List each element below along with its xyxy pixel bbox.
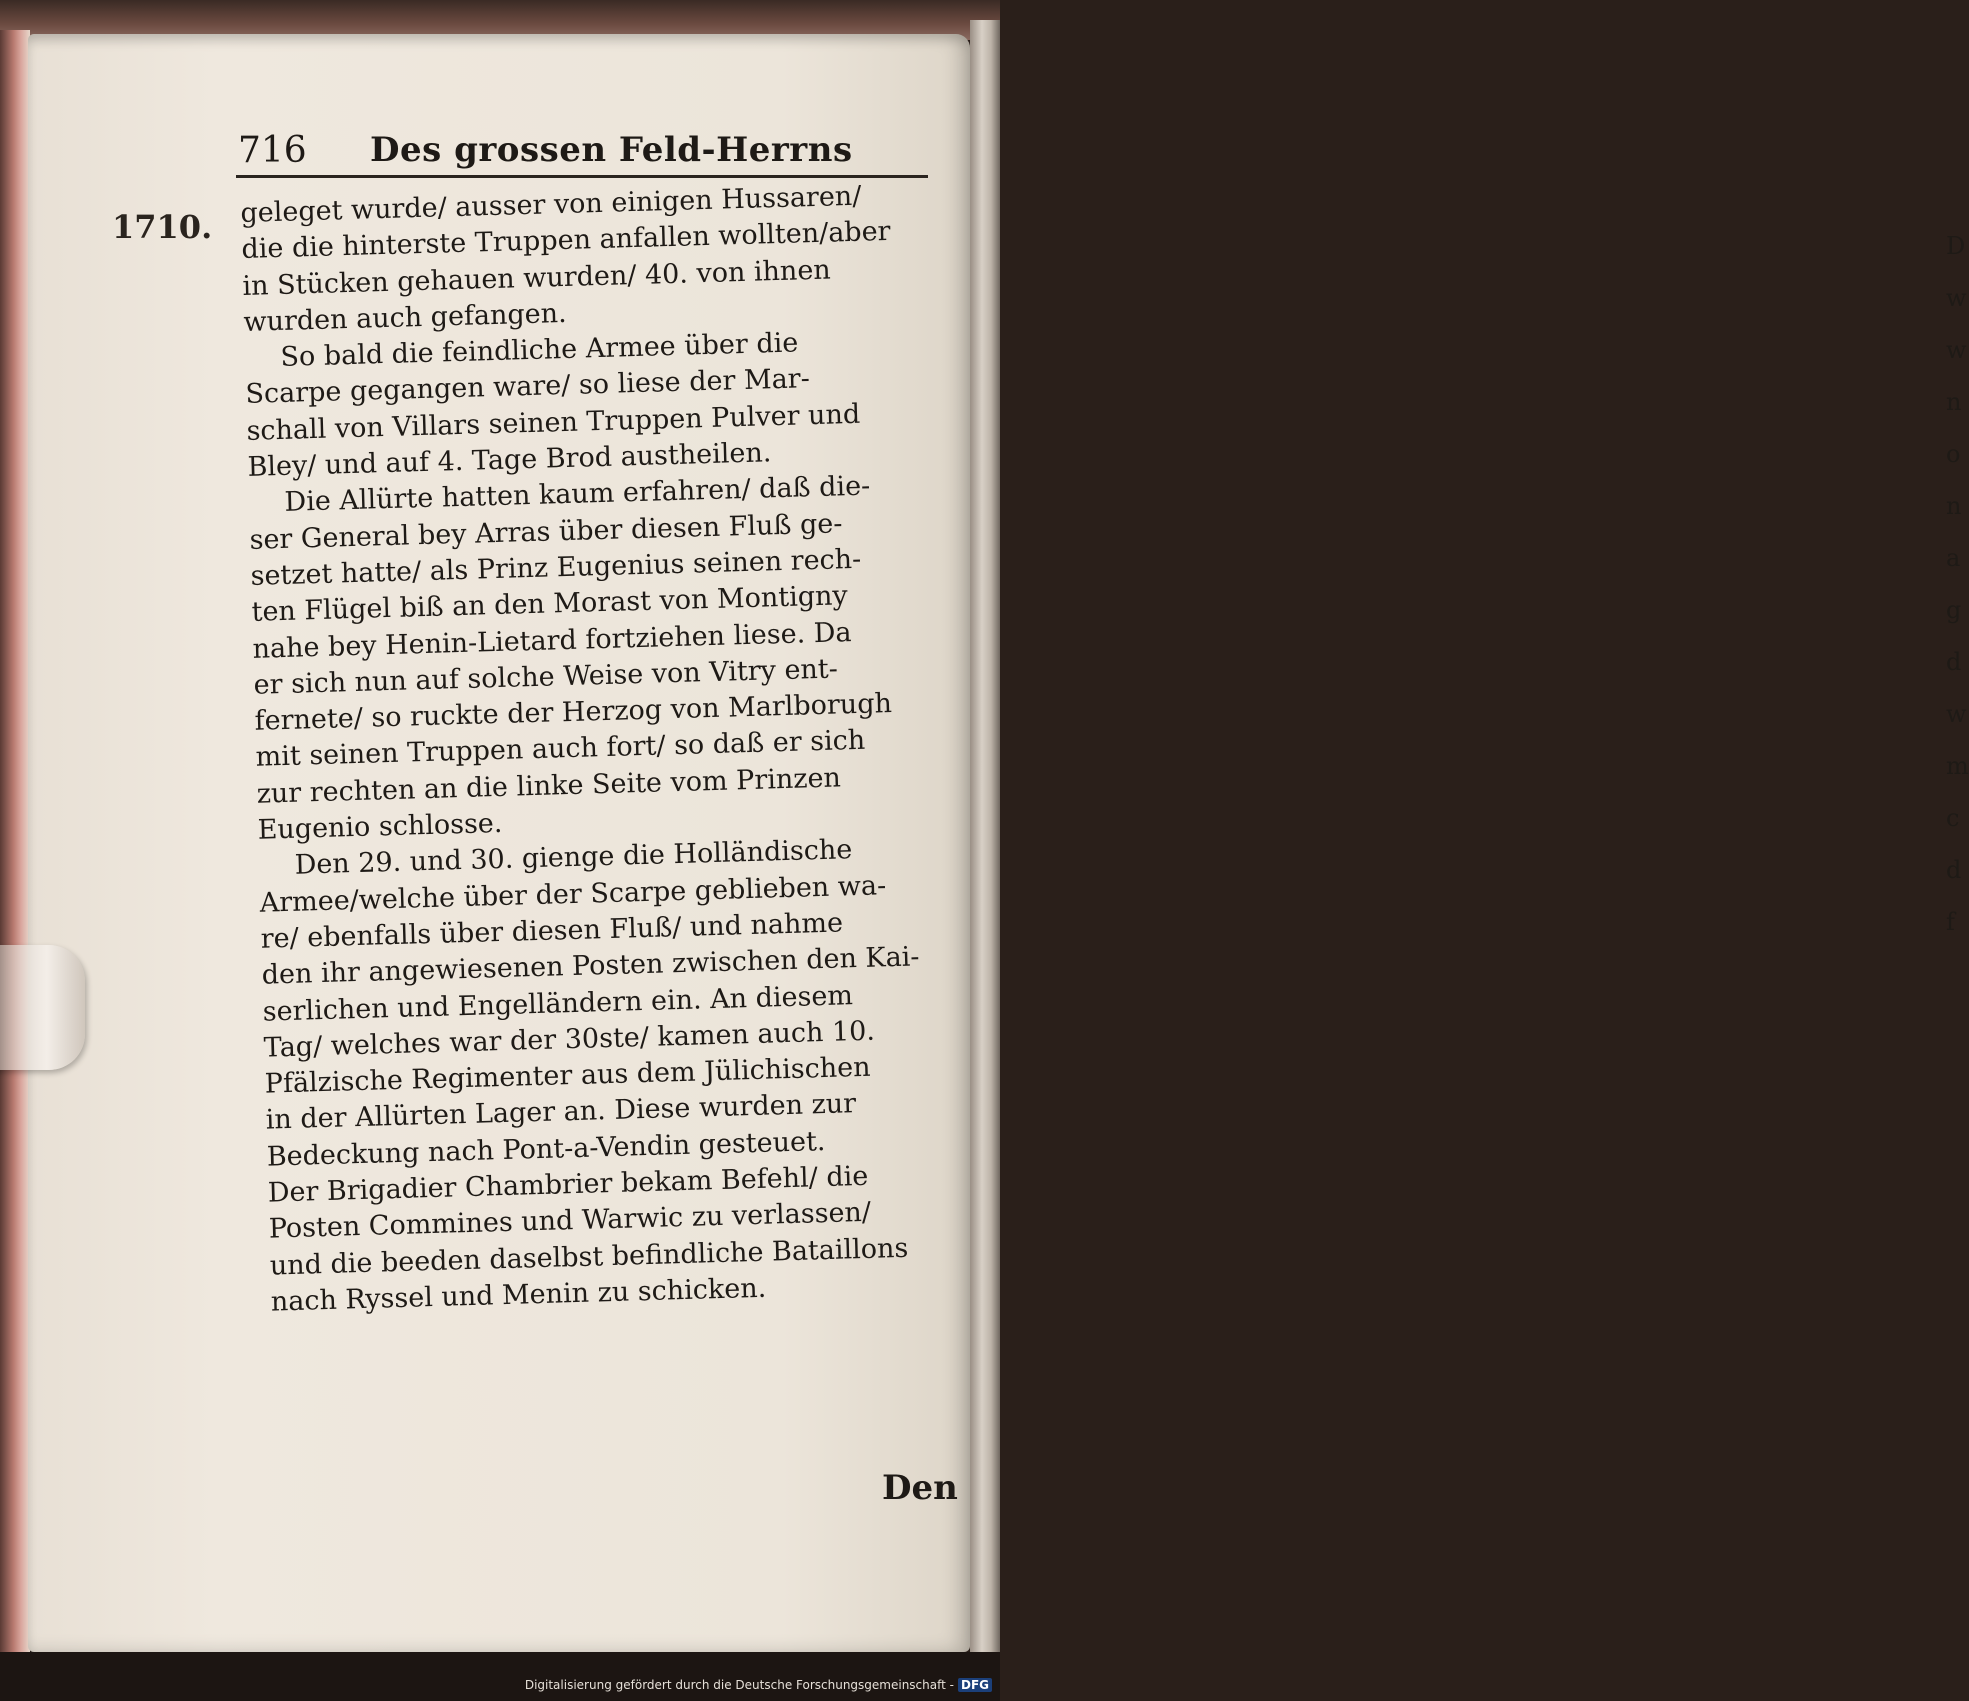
adjacent-page-letters xyxy=(1946,220,1968,948)
text-line: Den 29. und 30. gienge die Holländische xyxy=(294,834,853,882)
adjacent-page-letter: c xyxy=(1946,804,1960,832)
text-line: zur rechten an die linke Seite vom Prinzen xyxy=(256,762,842,810)
dfg-logo: DFG xyxy=(958,1678,992,1692)
catchword: Den xyxy=(882,1468,958,1508)
text-line: ten Flügel biß an den Morast von Montigny xyxy=(251,580,849,629)
text-line: Posten Commines und Warwic zu verlassen/ xyxy=(268,1197,872,1245)
text-line: die die hinterste Truppen anfallen wollten/aber xyxy=(241,216,891,266)
text-line: schall von Villars seinen Truppen Pulver und xyxy=(246,398,861,447)
adjacent-page-letter: D xyxy=(1946,232,1966,260)
adjacent-page-letter: w xyxy=(1946,284,1967,312)
text-line: den ihr angewiesenen Posten zwischen den Kai- xyxy=(261,941,920,991)
adjacent-page-letter: m xyxy=(1946,752,1969,780)
running-head: Des grossen Feld-Herrns xyxy=(370,130,853,170)
text-line: Armee/welche über der Scarpe geblieben wa- xyxy=(259,869,887,919)
text-line: Scarpe gegangen ware/ so liese der Mar- xyxy=(245,363,811,411)
book-left-edge xyxy=(0,30,30,1670)
text-line: Der Brigadier Chambrier bekam Befehl/ die xyxy=(267,1160,869,1209)
digitization-credit xyxy=(525,1678,992,1692)
text-line: So bald die feindliche Armee über die xyxy=(280,327,799,374)
page-number: 716 xyxy=(238,130,307,171)
text-line: Tag/ welches war der 30ste/ kamen auch 10. xyxy=(263,1015,876,1064)
text-line: geleget wurde/ ausser von einigen Hussaren/ xyxy=(240,180,862,229)
header-rule xyxy=(236,175,928,178)
page-clip xyxy=(0,945,85,1070)
text-line: und die beeden daselbst befindliche Bataillons xyxy=(269,1232,909,1282)
adjacent-page-letter: w xyxy=(1946,336,1967,364)
text-line: wurden auch gefangen. xyxy=(243,297,568,338)
adjacent-page-letter: o xyxy=(1946,440,1961,468)
footer-bar xyxy=(0,1652,1000,1701)
text-line: serlichen und Engelländern ein. An diesem xyxy=(262,979,854,1028)
text-line: fernete/ so ruckte der Herzog von Marlborugh xyxy=(254,688,893,737)
adjacent-page-letter: n xyxy=(1946,492,1962,520)
text-line: nahe bey Henin-Lietard fortziehen liese. Da xyxy=(252,616,852,665)
adjacent-page-letter: d xyxy=(1946,648,1962,676)
text-line: in Stücken gehauen wurden/ 40. von ihnen xyxy=(242,254,832,302)
margin-year-note: 1710. xyxy=(112,208,213,246)
adjacent-page-edge xyxy=(970,20,1969,1670)
text-line: re/ ebenfalls über diesen Fluß/ und nahme xyxy=(260,907,844,955)
credit-text: Digitalisierung gefördert durch die Deutsche Forschungsgemeinschaft - xyxy=(524,1678,954,1692)
adjacent-page-letter: n xyxy=(1946,388,1962,416)
text-line: ser General bey Arras über diesen Fluß ge- xyxy=(249,507,843,556)
body-text xyxy=(240,176,971,1320)
text-line: setzet hatte/ als Prinz Eugenius seinen rech- xyxy=(250,543,862,592)
adjacent-page-letter: d xyxy=(1946,856,1962,884)
adjacent-page-letter: a xyxy=(1946,544,1961,572)
adjacent-page-letter: w xyxy=(1946,700,1967,728)
text-line: Eugenio schlosse. xyxy=(257,807,503,846)
text-line: Bedeckung nach Pont-a-Vendin gesteuet. xyxy=(266,1125,826,1173)
text-line: Die Allürte hatten kaum erfahren/ daß die- xyxy=(284,470,871,519)
text-line: nach Ryssel und Menin zu schicken. xyxy=(270,1272,767,1318)
text-line: Pfälzische Regimenter aus dem Jülichischen xyxy=(264,1051,871,1100)
adjacent-page-letter: g xyxy=(1946,596,1962,624)
text-line: Bley/ und auf 4. Tage Brod austheilen. xyxy=(247,437,772,483)
text-line: er sich nun auf solche Weise von Vitry ent- xyxy=(253,653,839,701)
adjacent-page-letter: f xyxy=(1946,908,1955,936)
text-line: mit seinen Truppen auch fort/ so daß er sich xyxy=(255,725,866,774)
text-line: in der Allürten Lager an. Diese wurden zur xyxy=(265,1088,857,1137)
